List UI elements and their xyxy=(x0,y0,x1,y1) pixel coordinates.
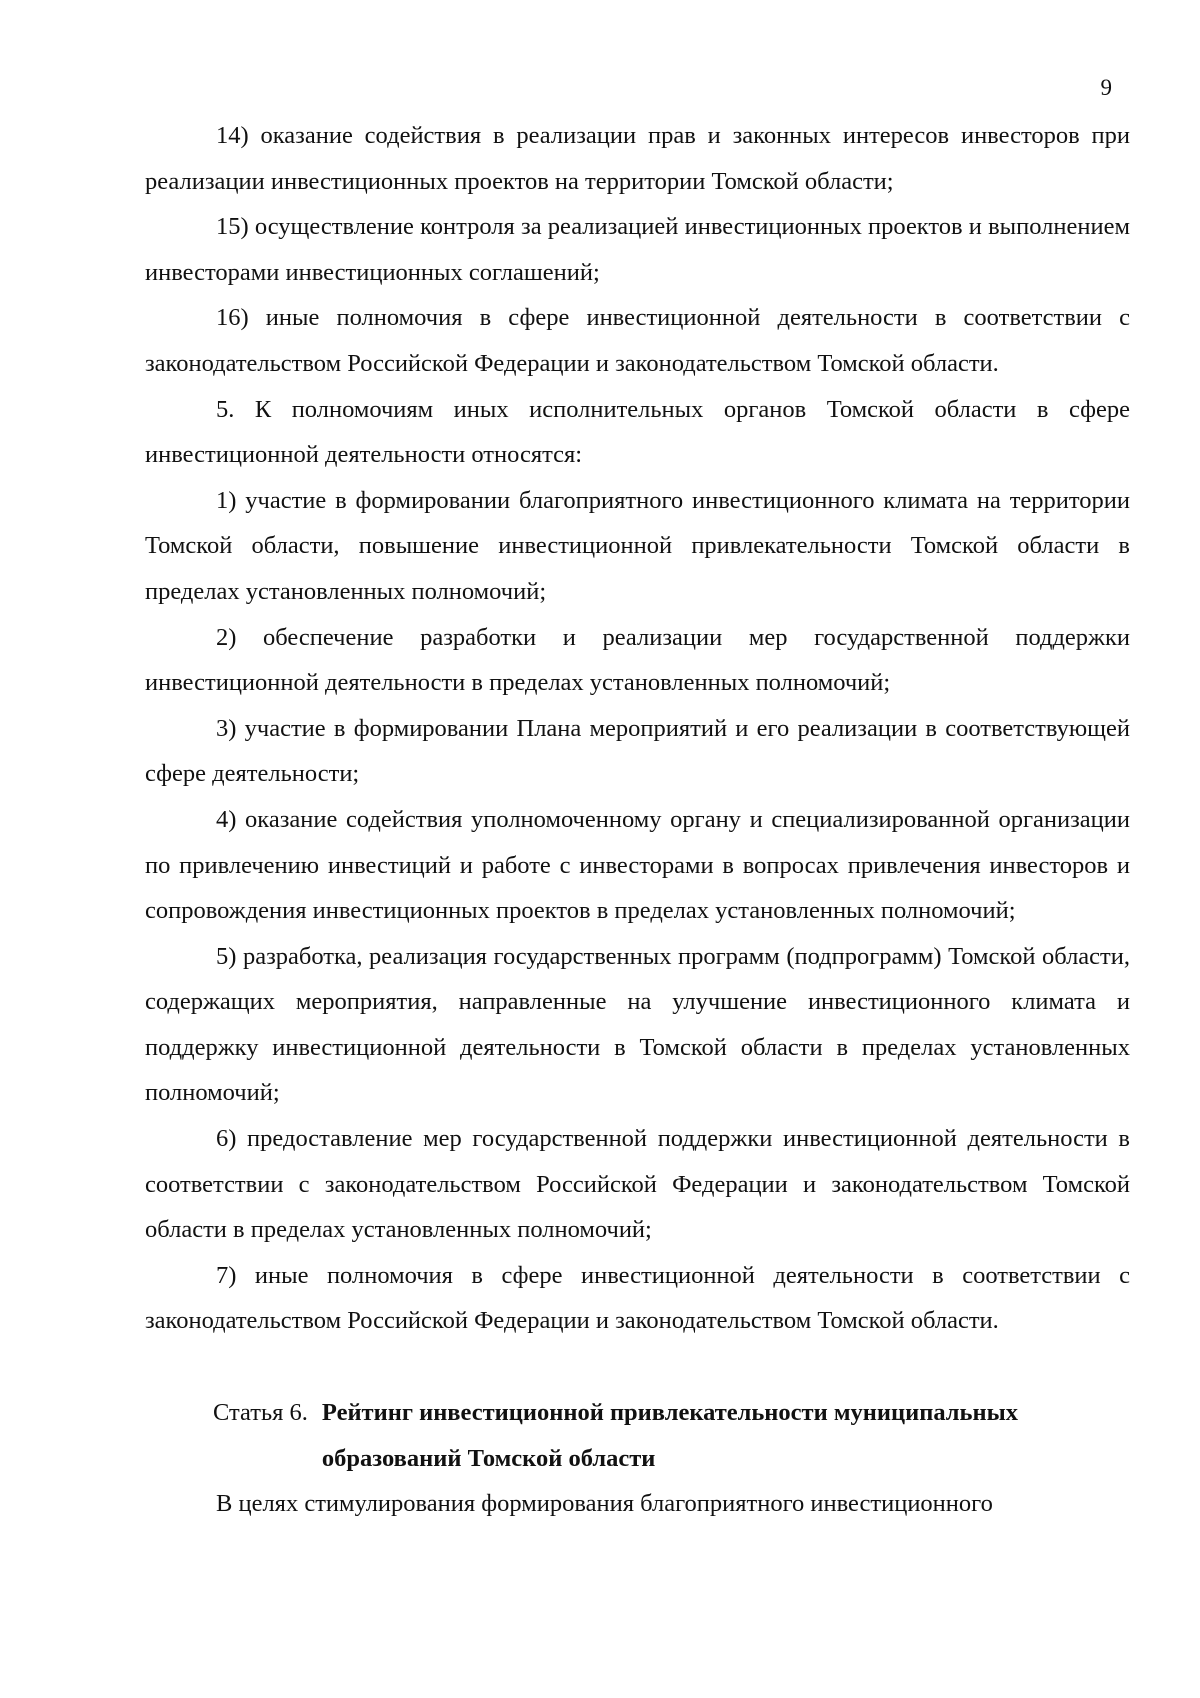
paragraph-item-14: 14) оказание содействия в реализации прав и законных интересов инвесторов при реализации инвестиционных проектов на территории Томской области; xyxy=(145,122,1130,195)
paragraph-item-2: 2) обеспечение разработки и реализации мер государственной поддержки инвестиционной деятельности в пределах установленных полномочий; xyxy=(145,623,1130,697)
paragraph-item-3: 3) участие в формировании Плана мероприятий и его реализации в соответствующей сфере деятельности; xyxy=(145,714,1130,788)
paragraph-item-15: 15) осуществление контроля за реализацией инвестиционных проектов и выполнением инвесторами инвестиционных соглашений; xyxy=(145,213,1130,286)
article-heading xyxy=(213,1390,1130,1481)
paragraph-item-6: 6) предоставление мер государственной поддержки инвестиционной деятельности в соответствии с законодательством Российской Федерации и законодательством Томской области в пределах установленных полномочий; xyxy=(145,1125,1130,1244)
paragraph-section-5: 5. К полномочиям иных исполнительных органов Томской области в сфере инвестиционной деятельности относятся: xyxy=(145,395,1130,469)
section-spacer xyxy=(145,1344,1130,1390)
paragraph-item-16: 16) иные полномочия в сфере инвестиционной деятельности в соответствии с законодательством Российской Федерации и законодательством Томской области. xyxy=(145,304,1130,377)
paragraph-item-4: 4) оказание содействия уполномоченному органу и специализированной организации по привлечению инвестиций и работе с инвесторами в вопросах привлечения инвесторов и сопровождения инвестиционных проектов в пределах установленных полномочий; xyxy=(145,805,1130,925)
paragraph-item-1: 1) участие в формировании благоприятного инвестиционного климата на территории Томской области, повышение инвестиционной привлекательности Томской области в пределах установленных полномочий; xyxy=(145,486,1130,605)
article-label: Статья 6. xyxy=(213,1399,308,1427)
paragraph-item-7: 7) иные полномочия в сфере инвестиционной деятельности в соответствии с законодательством Российской Федерации и законодательством Томской области. xyxy=(145,1261,1130,1335)
article-title: Рейтинг инвестиционной привлекательности муниципальных образований Томской области xyxy=(321,1399,1018,1472)
page-number: 9 xyxy=(1100,75,1112,100)
paragraph-article-6-intro: В целях стимулирования формирования благоприятного инвестиционного xyxy=(216,1490,993,1518)
document-body xyxy=(145,113,1130,1527)
paragraph-item-5: 5) разработка, реализация государственных программ (подпрограмм) Томской области, содержащих мероприятия, направленные на улучшение инвестиционного климата и поддержку инвестиционной деятельности в Томской области в пределах установленных полномочий; xyxy=(145,942,1130,1107)
